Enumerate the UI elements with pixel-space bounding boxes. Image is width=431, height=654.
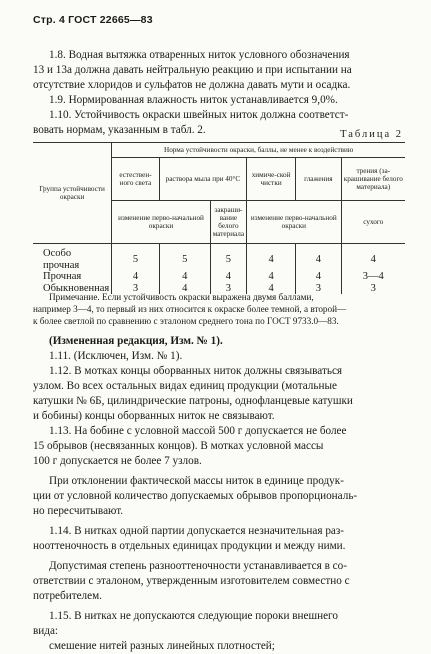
shade-degree-line-1: Допустимая степень разнооттеночности устанавливается в со- [49,560,347,572]
table-cell: 4 [296,244,341,272]
table-subheader-change-1: изменение перво-начальной окраски [112,201,211,244]
paragraph-1-9: 1.9. Нормированная влажность ниток устанавливается 9,0%. [49,94,338,106]
table-cell: 4 [210,271,246,283]
paragraph-1-10-line-2: вовать нормам, указанным в табл. 2. [33,124,206,136]
paragraph-1-8-line-3: отсутствие хлоридов и сульфатов не должна давать мути и осадка. [33,79,351,91]
table-row [33,244,405,272]
color-fastness-table [33,142,405,294]
table-subheader-change-2: изменение перво-начальной окраски [247,201,341,244]
table-cell: 3 [210,283,246,295]
paragraph-1-11: 1.11. (Исключен, Изм. № 1). [49,350,183,362]
table-header-group: Группа устойчивости окраски [33,143,112,244]
paragraph-1-13-line-1: 1.13. На бобине с условной массой 500 г допускается не более [49,425,347,437]
paragraph-1-12-line-1: 1.12. В мотках концы оборванных ниток должны связываться [49,365,343,377]
table-note-line-2: например 3—4, то первый из них относится к окраске более темной, а второй— [33,304,347,314]
table-header-soap: раствора мыла при 40°C [159,158,246,201]
table-cell: 5 [112,244,160,272]
table-cell: 4 [247,271,296,283]
shade-degree-line-2: ответствии с эталоном, утвержденным изготовителем совместно с [33,575,350,587]
table-header-rub: трения (за-крашивание белого материала) [341,158,405,201]
paragraph-1-15-line-2: вида: [33,625,59,637]
paragraph-1-12-line-4: и бобины) концы оборванных ниток не связывают. [33,410,275,422]
table-row [33,271,405,283]
deviation-line-3: но пересчитывают. [33,505,124,517]
table-cell: 4 [247,283,296,295]
deviation-line-1: При отклонении фактической массы ниток в единице продук- [49,475,344,487]
defect-item-1: смешение нитей разных линейных плотностей; [49,640,275,652]
paragraph-1-12-line-3: катушки № 6Б, цилиндрические патроны, однофланцевые катушки [33,395,353,407]
table-header-light: естествен-ного света [112,158,160,201]
table-cell: 4 [341,244,405,272]
table-cell: 4 [296,271,341,283]
table-subheader-dry: сухого [341,201,405,244]
table-cell: 4 [247,244,296,272]
table-cell: 4 [159,283,210,295]
table-subheader-stain: закраши-вание белого материала [210,201,246,244]
deviation-line-2: ции от условной количество допускаемых обрывов пропорциональ- [33,490,358,502]
paragraph-1-14-line-1: 1.14. В нитках одной партии допускается незначительная раз- [49,525,345,537]
table-row-name: Обыкновенная [33,283,112,295]
paragraph-1-13-line-2: 15 обрывов (несвязанных концов). В мотках условной массы [33,440,324,452]
paragraph-1-12-line-2: узлом. Во всех остальных видах единиц продукции (мотальные [33,380,337,392]
table-cell: 3 [112,283,160,295]
table-header-chem: химиче-ской чистки [247,158,296,201]
table-cell: 3—4 [341,271,405,283]
table-row-name: Особо прочная [33,244,112,272]
table-cell: 4 [159,271,210,283]
paragraph-1-8-line-2: 13 и 13а должна давать нейтральную реакцию и при испытании на [33,64,352,76]
paragraph-1-13-line-3: 100 г допускается не более 7 узлов. [33,455,202,467]
table-note-line-1: Примечание. Если устойчивость окраски выражена двумя баллами, [49,292,314,302]
table-cell: 4 [112,271,160,283]
table-row-name: Прочная [33,271,112,283]
shade-degree-line-3: потребителем. [33,590,102,602]
paragraph-1-8-line-1: 1.8. Водная вытяжка отваренных ниток условного обозначения [49,49,350,61]
paragraph-1-14-line-2: нооттеночность в отдельных единицах продукции и между ними. [33,540,346,552]
table-cell: 3 [296,283,341,295]
paragraph-1-10-line-1: 1.10. Устойчивость окраски швейных ниток должна соответст- [49,109,349,121]
table-cell: 5 [159,244,210,272]
amendment-note: (Измененная редакция, Изм. № 1). [49,335,223,347]
page-header: Стр. 4 ГОСТ 22665—83 [33,14,153,26]
table-header-norm: Норма устойчивости окраски, баллы, не менее к воздействию [112,143,405,158]
table-cell: 5 [210,244,246,272]
paragraph-1-15-line-1: 1.15. В нитках не допускаются следующие пороки внешнего [49,610,338,622]
table-cell: 3 [341,283,405,295]
table-caption: Таблица 2 [340,129,403,140]
table-header-iron: глажения [296,158,341,201]
table-note-line-3: к более светлой по сравнению с эталоном среднего тона по ГОСТ 9733.0—83. [33,316,339,326]
